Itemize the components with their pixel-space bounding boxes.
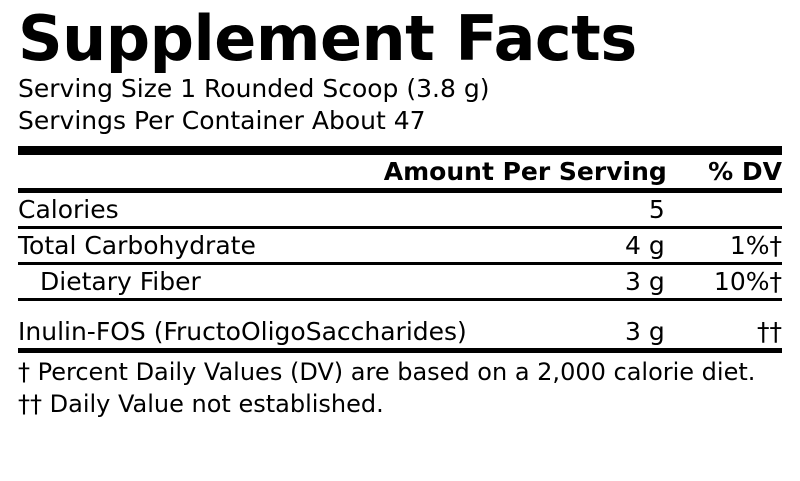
page-title: Supplement Facts [18, 2, 637, 75]
servings-per-container-text: Servings Per Container About 47 [18, 106, 426, 136]
header-cell-name [18, 155, 384, 188]
row-dv-dietary-fiber: 10%† [713, 267, 782, 297]
table-header-row [18, 155, 782, 188]
row-dv-total-carbohydrate: 1%† [729, 231, 782, 261]
divider-thick-top [18, 146, 782, 155]
header-cell-amount: Amount Per Serving [383, 157, 667, 187]
row-spacer [18, 300, 782, 316]
footnote-daily-value-basis: † Percent Daily Values (DV) are based on a 2,000 calorie diet. [18, 358, 756, 387]
row-name-dietary-fiber: Dietary Fiber [40, 267, 201, 297]
row-name-calories: Calories [18, 195, 119, 225]
row-amount-inulin-fos: 3 g [625, 317, 665, 347]
row-dv-inulin-fos: †† [757, 317, 782, 347]
header-cell-dv: % DV [708, 157, 782, 187]
row-name-total-carbohydrate: Total Carbohydrate [18, 231, 256, 261]
row-amount-total-carbohydrate: 4 g [625, 231, 665, 261]
nutrition-table [18, 155, 782, 188]
table-row [18, 228, 782, 264]
row-dv-calories [665, 193, 782, 228]
table-row [18, 315, 782, 348]
footnotes [18, 353, 782, 420]
table-row [18, 193, 782, 228]
serving-size-text: Serving Size 1 Rounded Scoop (3.8 g) [18, 74, 490, 104]
row-name-inulin-fos: Inulin-FOS (FructoOligoSaccharides) [18, 317, 467, 347]
footnote-not-established: †† Daily Value not established. [18, 389, 384, 418]
nutrition-rows [18, 193, 782, 348]
table-row [18, 264, 782, 300]
row-amount-calories: 5 [648, 195, 665, 225]
row-amount-dietary-fiber: 3 g [625, 267, 665, 297]
